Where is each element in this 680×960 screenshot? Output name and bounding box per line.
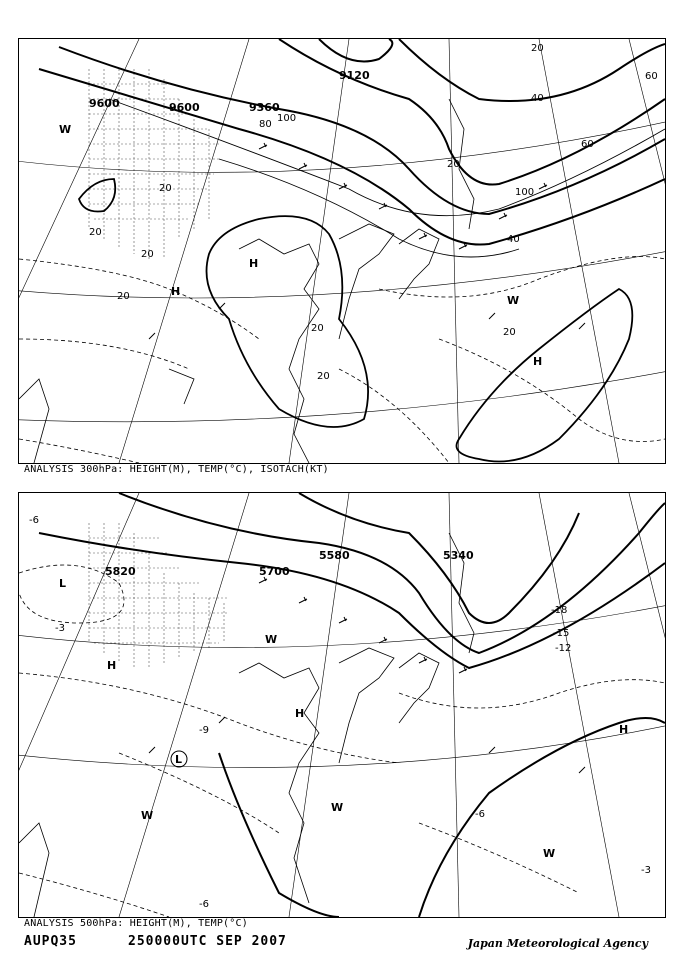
isotach-label: 20: [311, 323, 324, 334]
height-label: 5340: [443, 549, 474, 562]
map-panel-300hpa: [18, 38, 666, 464]
map-panel-500hpa: [18, 492, 666, 918]
temp-label: -6: [29, 515, 39, 526]
valid-time: 250000UTC SEP 2007: [128, 934, 287, 949]
isotach-label: 100: [277, 113, 297, 124]
height-label: 5700: [259, 565, 290, 578]
isotach-label: 20: [141, 249, 154, 260]
agency-name: Japan Meteorological Agency: [467, 937, 648, 950]
height-label: 9360: [249, 101, 280, 114]
isotach-label: 80: [259, 119, 272, 130]
height-label: 5580: [319, 549, 350, 562]
high-center: H: [295, 707, 305, 720]
temp-label: -6: [199, 899, 209, 910]
isotach-label: 20: [447, 159, 460, 170]
low-center: L: [59, 577, 67, 590]
isotach-label: 40: [531, 93, 544, 104]
isotach-label: 100: [515, 187, 535, 198]
isotach-label: 40: [507, 234, 520, 245]
isotach-20kt-areas: [79, 179, 632, 462]
isotach-label: 20: [531, 43, 544, 54]
temp-label: -3: [55, 623, 65, 634]
height-label: 9120: [339, 69, 370, 82]
isotach-contours: [109, 99, 665, 257]
height-label: 9600: [89, 97, 120, 110]
low-center: L: [175, 753, 183, 766]
temp-label: -18: [551, 605, 568, 616]
isotach-label: 20: [117, 291, 130, 302]
temp-label: -12: [555, 643, 572, 654]
isotach-label: 20: [503, 327, 516, 338]
high-center: H: [533, 355, 543, 368]
high-center: H: [619, 723, 629, 736]
high-center: H: [171, 285, 181, 298]
map-300hpa-drawing: [19, 39, 665, 463]
height-label: 5820: [105, 565, 136, 578]
isotach-label: 60: [645, 71, 658, 82]
temp-label: -15: [553, 628, 570, 639]
map-500hpa-drawing: [19, 493, 665, 917]
temp-label: -3: [641, 865, 651, 876]
panel-caption-300hpa: ANALYSIS 300hPa: HEIGHT(M), TEMP(°C), ISOTACH(KT): [24, 464, 329, 475]
height-contours: [39, 493, 665, 917]
isotach-label: 60: [581, 139, 594, 150]
warm-center: W: [331, 801, 344, 814]
high-center: H: [107, 659, 117, 672]
temp-label: -9: [199, 725, 209, 736]
chart-code: AUPQ35: [24, 934, 77, 949]
panel-caption-500hpa: ANALYSIS 500hPa: HEIGHT(M), TEMP(°C): [24, 918, 248, 929]
warm-center: W: [141, 809, 154, 822]
warm-center: W: [507, 294, 520, 307]
isotach-label: 20: [159, 183, 172, 194]
isotach-label: 20: [317, 371, 330, 382]
warm-center: W: [265, 633, 278, 646]
high-center: H: [249, 257, 259, 270]
warm-center: W: [59, 123, 72, 136]
temp-label: -6: [475, 809, 485, 820]
height-label: 9600: [169, 101, 200, 114]
coastlines: [19, 533, 474, 917]
warm-center: W: [543, 847, 556, 860]
isotach-label: 20: [89, 227, 102, 238]
temperature-isotherms: [19, 565, 665, 917]
